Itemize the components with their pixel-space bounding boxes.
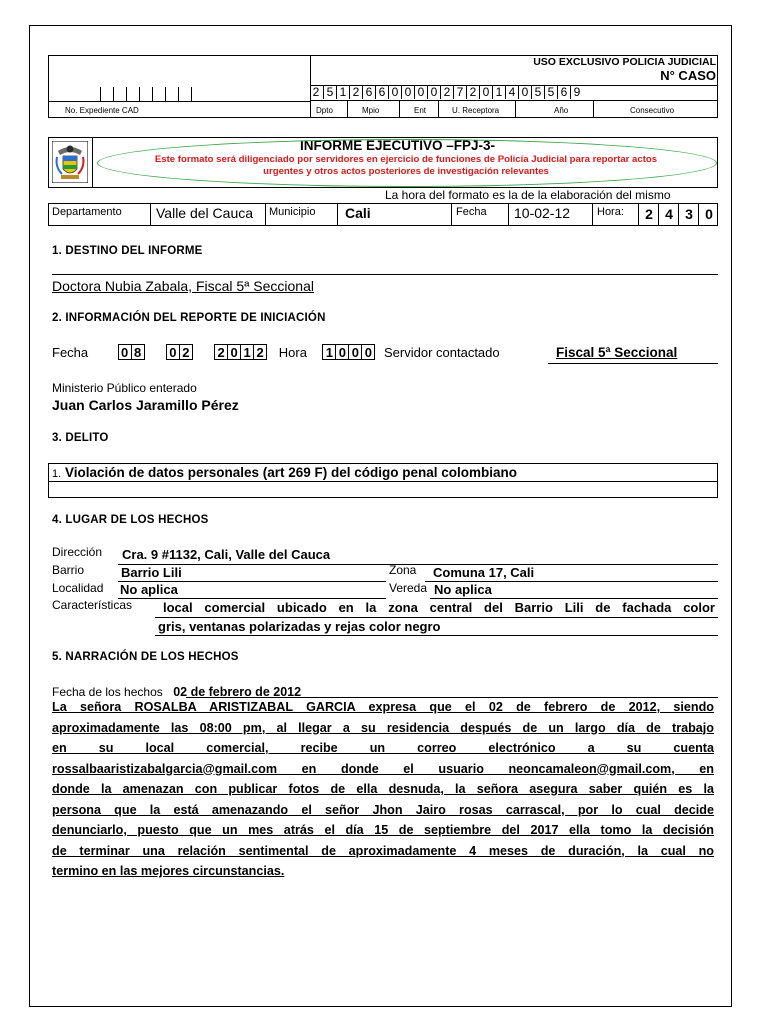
hora-digit: 1 [323, 344, 336, 360]
case-digit: 4 [505, 86, 518, 99]
year-boxes [214, 344, 267, 360]
month-boxes [166, 344, 193, 360]
servidor-label: Servidor contactado [384, 345, 500, 360]
case-digit: 6 [375, 86, 388, 99]
year-digit: 2 [215, 344, 228, 360]
delito-item-value: Violación de datos personales (art 269 F) del código penal colombiano [64, 465, 518, 480]
col-label-ano: Año [554, 106, 569, 115]
ministerio-value: Juan Carlos Jaramillo Pérez [52, 397, 239, 413]
case-digit: 6 [362, 86, 375, 99]
zona-value: Comuna 17, Cali [433, 565, 535, 580]
section-4-heading: 4. LUGAR DE LOS HECHOS [52, 514, 209, 526]
case-digit: 5 [531, 86, 544, 99]
col-label-consecutivo: Consecutivo [630, 106, 675, 115]
destino-value: Doctora Nubia Zabala, Fiscal 5ª Seccional [52, 278, 314, 294]
col-label-dpto: Dpto [316, 106, 333, 115]
narration-line: de terminar una relación sentimental de aproximadamente 4 meses de duración, la cual no [52, 843, 714, 858]
servidor-line [548, 363, 718, 364]
section-3-heading: 3. DELITO [52, 432, 109, 444]
hora-label: Hora: [597, 206, 624, 218]
form-title: INFORME EJECUTIVO –FPJ-3- [300, 138, 496, 153]
form-subtitle-line-2: urgentes y otros actos posteriores de investigación relevantes [263, 166, 549, 177]
hora-digit: 3 [678, 203, 699, 226]
localidad-label: Localidad [52, 581, 104, 595]
delito-item-number: 1. [52, 468, 62, 480]
expediente-line [48, 101, 310, 102]
vereda-line [430, 598, 718, 599]
narration-line: rossalbaaristizabalgarcia@gmail.com en donde el usuario neoncamaleon@gmail.com, en [52, 761, 714, 776]
case-digit: 0 [414, 86, 427, 99]
servidor-value: Fiscal 5ª Seccional [556, 345, 678, 360]
hora-note: La hora del formato es la de la elaboración del mismo [385, 188, 671, 202]
fecha-hechos-label: Fecha de los hechos [52, 685, 163, 699]
narration-line: donde la amenazan con publicar fotos de ella desnuda, la señora asegura saber quién es la [52, 782, 714, 796]
expediente-label: No. Expediente CAD [65, 106, 139, 115]
direccion-line [118, 564, 718, 565]
caracteristicas-line-2-rule [155, 635, 718, 636]
seal-cell-divider [92, 137, 93, 188]
case-digit: 0 [427, 86, 440, 99]
month-digit: 2 [180, 344, 193, 360]
case-digit: 5 [323, 86, 336, 99]
narration-line: aproximadamente las 08:00 pm, al llegar a su residencia después de un largo día de trabajo [52, 720, 714, 735]
direccion-label: Dirección [52, 545, 103, 559]
case-digit: 0 [401, 86, 414, 99]
year-digit: 2 [254, 344, 267, 360]
narration-line: persona que la está amenazando el señor Jhon Jairo rosas carrascal, por lo cual decide [52, 802, 714, 817]
day-boxes [118, 344, 145, 360]
delito-item [52, 465, 517, 480]
hora-digit: 0 [362, 344, 375, 360]
barrio-value: Barrio Lili [121, 565, 182, 580]
col-label-mpio: Mpio [362, 106, 380, 115]
fecha-label: Fecha [456, 206, 487, 218]
case-digit: 0 [388, 86, 401, 99]
caracteristicas-line-1-rule [155, 617, 718, 618]
hora-boxes [322, 344, 375, 360]
case-digit: 7 [453, 86, 466, 99]
case-digit: 1 [492, 86, 505, 99]
delito-box-divider [48, 481, 718, 482]
caracteristicas-label: Características [52, 598, 133, 612]
hora-digit: 0 [349, 344, 362, 360]
localidad-line [118, 598, 386, 599]
no-caso-label: N° CASO [660, 68, 716, 83]
hora-digit: 2 [638, 203, 659, 226]
case-digit: 2 [466, 86, 479, 99]
caracteristicas-line-1: local comercial ubicado en la zona central del Barrio Lili de fachada color [163, 600, 715, 615]
vereda-value: No aplica [434, 582, 492, 597]
case-digits-bottom-line [310, 100, 718, 101]
section-1-line [52, 274, 718, 275]
municipio-label: Municipio [269, 206, 316, 218]
caracteristicas-line-2: gris, ventanas polarizadas y rejas color negro [158, 619, 441, 634]
day-digit: 0 [119, 344, 132, 360]
ministerio-label: Ministerio Público enterado [52, 381, 197, 395]
case-digit: 2 [312, 85, 320, 99]
vereda-label: Vereda [389, 581, 428, 595]
colombia-coat-of-arms-icon [52, 141, 88, 183]
green-highlight-ellipse [97, 139, 717, 187]
col-label-ent: Ent [414, 106, 427, 115]
municipio-value: Cali [345, 205, 371, 221]
hora-digit: 0 [698, 203, 719, 226]
section-1-heading: 1. DESTINO DEL INFORME [52, 245, 203, 257]
departamento-value: Valle del Cauca [156, 205, 254, 221]
uso-exclusivo-label: USO EXCLUSIVO POLICIA JUDICIAL [533, 56, 716, 68]
year-digit: 1 [241, 344, 254, 360]
narration-text [52, 697, 714, 882]
case-digit: 9 [570, 86, 583, 99]
month-digit: 0 [167, 344, 180, 360]
hora-label: Hora [278, 345, 307, 360]
narration-line: La señora ROSALBA ARISTIZABAL GARCIA expresa que el 02 de febrero de 2012, siendo [52, 700, 714, 714]
fecha-hechos-value: 02 de febrero de 2012 [173, 685, 302, 699]
year-digit: 0 [228, 344, 241, 360]
case-digit: 2 [440, 86, 453, 99]
barrio-label: Barrio [52, 563, 85, 577]
case-digit: 2 [349, 86, 362, 99]
hora-digit: 0 [336, 344, 349, 360]
col-label-receptora: U. Receptora [452, 106, 500, 115]
fecha-label: Fecha [52, 345, 89, 360]
zona-label: Zona [389, 563, 417, 577]
departamento-label: Departamento [52, 206, 122, 218]
narration-line: en su local comercial, recibe un correo electrónico a su cuenta [52, 741, 714, 755]
narration-line: denunciarlo, puesto que un mes atrás el día 15 de septiembre del 2017 ella tomo la decisión [52, 823, 714, 837]
narration-line: termino en las mejores circunstancias. [52, 864, 285, 878]
case-digit: 6 [557, 86, 570, 99]
day-digit: 8 [132, 344, 145, 360]
reporte-row [52, 344, 500, 364]
fecha-value: 10-02-12 [514, 205, 571, 221]
hora-digit: 4 [658, 203, 679, 226]
case-digit: 0 [518, 86, 531, 99]
localidad-value: No aplica [120, 582, 178, 597]
case-digit: 5 [544, 86, 557, 99]
form-subtitle-line-1: Este formato será diligenciado por servidores en ejercicio de funciones de Policía Judicial para reportar actos [154, 154, 658, 165]
case-digit: 1 [336, 86, 349, 99]
section-5-heading: 5. NARRACIÓN DE LOS HECHOS [52, 651, 239, 663]
direccion-value: Cra. 9 #1132, Cali, Valle del Cauca [122, 547, 331, 562]
case-digit: 0 [479, 86, 492, 99]
section-2-heading: 2. INFORMACIÓN DEL REPORTE DE INICIACIÓN [52, 312, 326, 324]
